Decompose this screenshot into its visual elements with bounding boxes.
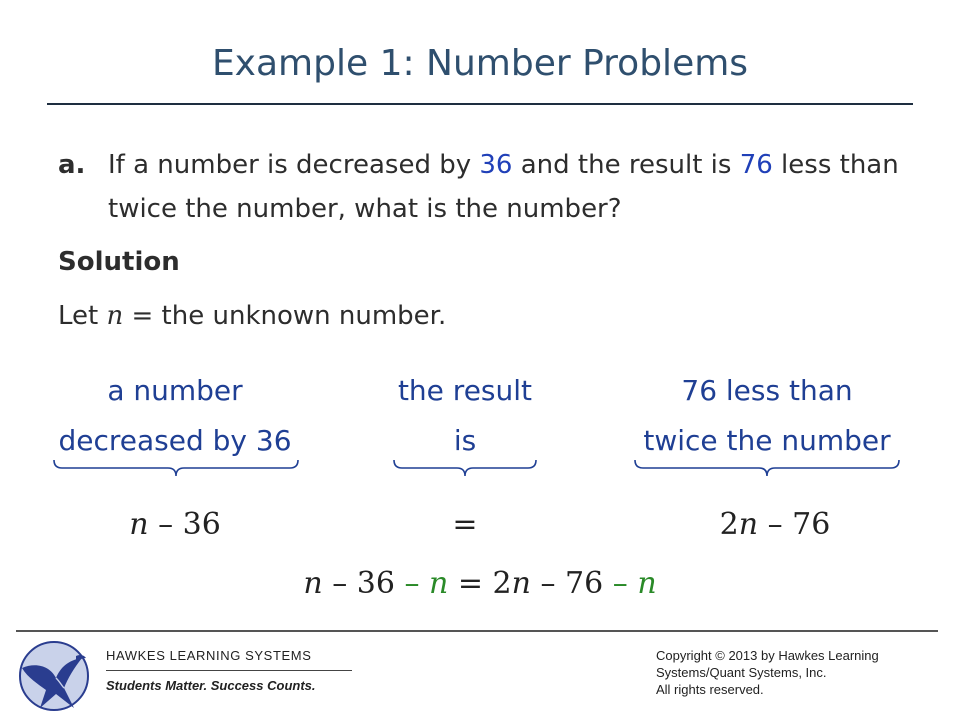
underbrace-left — [52, 458, 300, 478]
eq-variable: n — [303, 566, 323, 601]
let-statement — [58, 294, 446, 338]
expr-rest: – 36 — [148, 507, 221, 542]
let-suffix: = the unknown number. — [123, 301, 447, 331]
copyright-line: Copyright © 2013 by Hawkes Learning — [656, 648, 879, 663]
expr-rest: – 76 — [758, 507, 831, 542]
expression-equals: = — [452, 507, 478, 542]
slide-title: Example 1: Number Problems — [211, 43, 749, 84]
problem-number-76: 76 — [739, 150, 773, 180]
final-equation — [0, 564, 960, 604]
expr-variable: n — [129, 507, 149, 542]
phrase-line: a number — [107, 374, 243, 407]
solution-heading: Solution — [58, 247, 180, 277]
problem-number-36: 36 — [479, 150, 513, 180]
eq-part: = 2 — [448, 566, 512, 601]
eq-part: – 36 — [322, 566, 405, 601]
problem-text-part: and the result is — [512, 150, 740, 180]
title-divider — [47, 103, 913, 105]
underbrace-right — [633, 458, 901, 478]
brand-tagline: Students Matter. Success Counts. — [106, 678, 316, 693]
eagle-logo-icon — [16, 638, 92, 714]
phrase-a-number-decreased — [40, 366, 310, 466]
problem-text — [108, 143, 908, 231]
problem-text-part: If a number is decreased by — [108, 150, 480, 180]
eq-part: – 76 — [530, 566, 613, 601]
copyright-line: All rights reserved. — [656, 682, 764, 697]
phrase-the-result-is — [375, 366, 555, 466]
phrase-line: is — [453, 424, 477, 457]
problem-text-part: less than twice the number, what is the number? — [108, 150, 899, 224]
phrase-76-less-than-twice — [622, 366, 912, 466]
problem-label: a. — [58, 150, 86, 180]
expression-left — [90, 505, 260, 545]
phrase-line: 76 less than — [681, 374, 853, 407]
eq-subtract-n-right: – n — [612, 566, 657, 601]
eq-subtract-n-left: – n — [404, 566, 449, 601]
underbrace-middle — [392, 458, 538, 478]
let-variable: n — [106, 301, 124, 331]
eq-variable: n — [511, 566, 531, 601]
brand-divider — [106, 670, 352, 671]
expr-variable: n — [738, 507, 759, 542]
phrase-line: decreased by 36 — [58, 424, 292, 457]
let-prefix: Let — [58, 301, 107, 331]
phrase-line: the result — [397, 374, 533, 407]
footer-divider — [16, 630, 938, 632]
expression-right — [680, 505, 870, 545]
copyright-line: Systems/Quant Systems, Inc. — [656, 665, 827, 680]
copyright-notice — [656, 647, 946, 698]
brand-name: HAWKES LEARNING SYSTEMS — [106, 648, 312, 663]
phrase-line: twice the number — [643, 424, 891, 457]
expr-coefficient: 2 — [719, 507, 739, 542]
